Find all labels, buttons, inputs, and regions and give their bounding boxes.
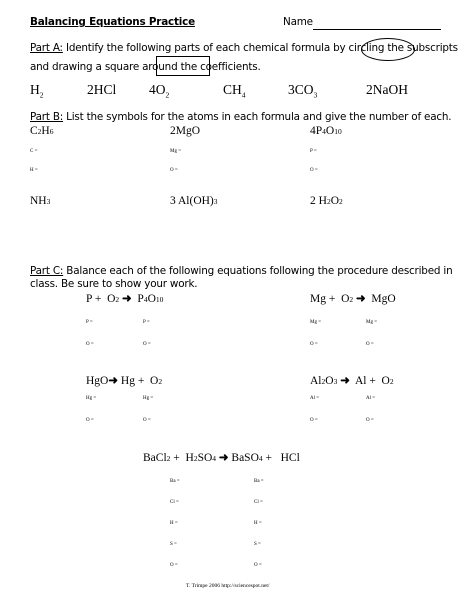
name-line[interactable] [313,29,441,30]
equation-hgo: HgO➜ Hg + O2 [86,375,163,387]
eq5-reactant-h: H = [170,521,178,526]
atom-mg-label: Mg = [170,149,182,154]
eq3-reactant-hg: Hg = [86,396,97,401]
eq1-reactant-p: P = [86,320,93,325]
part-c-label: Part C: [30,265,64,277]
part-b-instructions [30,111,451,123]
eq4-reactant-al: Al = [310,396,320,401]
eq5-reactant-cl: Cl = [170,500,179,505]
eq4-product-o: O = [366,418,374,423]
eq5-reactant-ba: Ba = [170,479,180,484]
formula-3co3-sub: 3 [313,90,318,100]
eq5-reactant-o: O = [170,563,178,568]
eq5-reactant-s: S = [170,542,177,547]
formula-4o2-sub: 2 [165,90,170,100]
atom-o-label: O = [170,168,178,173]
formula-2mgo: 2MgO [170,125,201,137]
eq2-reactant-mg: Mg = [310,320,322,325]
name-label: Name [283,16,313,28]
eq5-product-o: O = [254,563,262,568]
formula-4o2-base: 4O [149,82,166,97]
formula-4p4o10: 4P4O10 [310,125,342,137]
part-c-instructions-1 [30,265,452,277]
atom-c-label: C = [30,149,38,154]
subscript-circle-example [361,38,415,61]
eq3-product-o: O = [143,418,151,423]
part-a-text-1: Identify the following parts of each chemical formula by circling the subscripts [65,42,458,54]
coefficient-square-example [156,56,210,76]
eq1-product-o: O = [143,342,151,347]
eq3-product-hg: Hg = [143,396,154,401]
eq1-reactant-o: O = [86,342,94,347]
formula-4o2 [149,82,169,100]
formula-2hcl: 2HCl [87,82,117,97]
eq2-product-o: O = [366,342,374,347]
equation-bacl2-h2so4: BaCl2 + H2SO4 ➜ BaSO4 + HCl [143,452,300,464]
formula-3co3-base: 3CO [288,82,314,97]
part-a-instructions-2: and drawing a square around the coefficients. [30,61,261,73]
formula-3co3 [288,82,317,100]
worksheet-title: Balancing Equations Practice [30,16,195,28]
formula-2h2o2: 2 H2O2 [310,195,343,207]
formula-h2-sub: 2 [39,90,44,100]
eq3-reactant-o: O = [86,418,94,423]
formula-ch4 [223,82,246,100]
atom-o-label-2: O = [310,168,318,173]
equation-mg-o2: Mg + O2 ➜ MgO [310,293,396,305]
part-c-instructions-2: class. Be sure to show your work. [30,278,198,290]
formula-ch4-sub: 4 [241,90,246,100]
part-b-label: Part B: [30,111,64,123]
formula-nh3: NH3 [30,195,51,207]
part-c-text-1: Balance each of the following equations following the procedure described in [66,265,453,277]
part-b-text: List the symbols for the atoms in each formula and give the number of each. [66,111,452,123]
equation-p-o2: P + O2 ➜ P4O10 [86,293,164,305]
eq1-product-p: P = [143,320,150,325]
atom-h-label: H = [30,168,38,173]
part-a-label: Part A: [30,42,63,54]
eq5-product-cl: Cl = [254,500,263,505]
eq5-product-s: S = [254,542,261,547]
footer-credit: T. Trimpe 2006 http://sciencespot.net/ [186,583,270,589]
eq2-product-mg: Mg = [366,320,378,325]
atom-p-label: P = [310,149,317,154]
formula-ch4-base: CH [223,82,242,97]
formula-c2h6: C2H6 [30,125,54,137]
eq5-product-h: H = [254,521,262,526]
equation-al2o3: Al2O3 ➜ Al + O2 [310,375,394,387]
formula-3aloh3: 3 Al(OH)3 [170,195,218,207]
eq2-reactant-o: O = [310,342,318,347]
eq5-product-ba: Ba = [254,479,264,484]
formula-2naoh: 2NaOH [366,82,408,97]
eq4-product-al: Al = [366,396,376,401]
formula-h2: $H_2$ [30,82,44,100]
eq4-reactant-o: O = [310,418,318,423]
